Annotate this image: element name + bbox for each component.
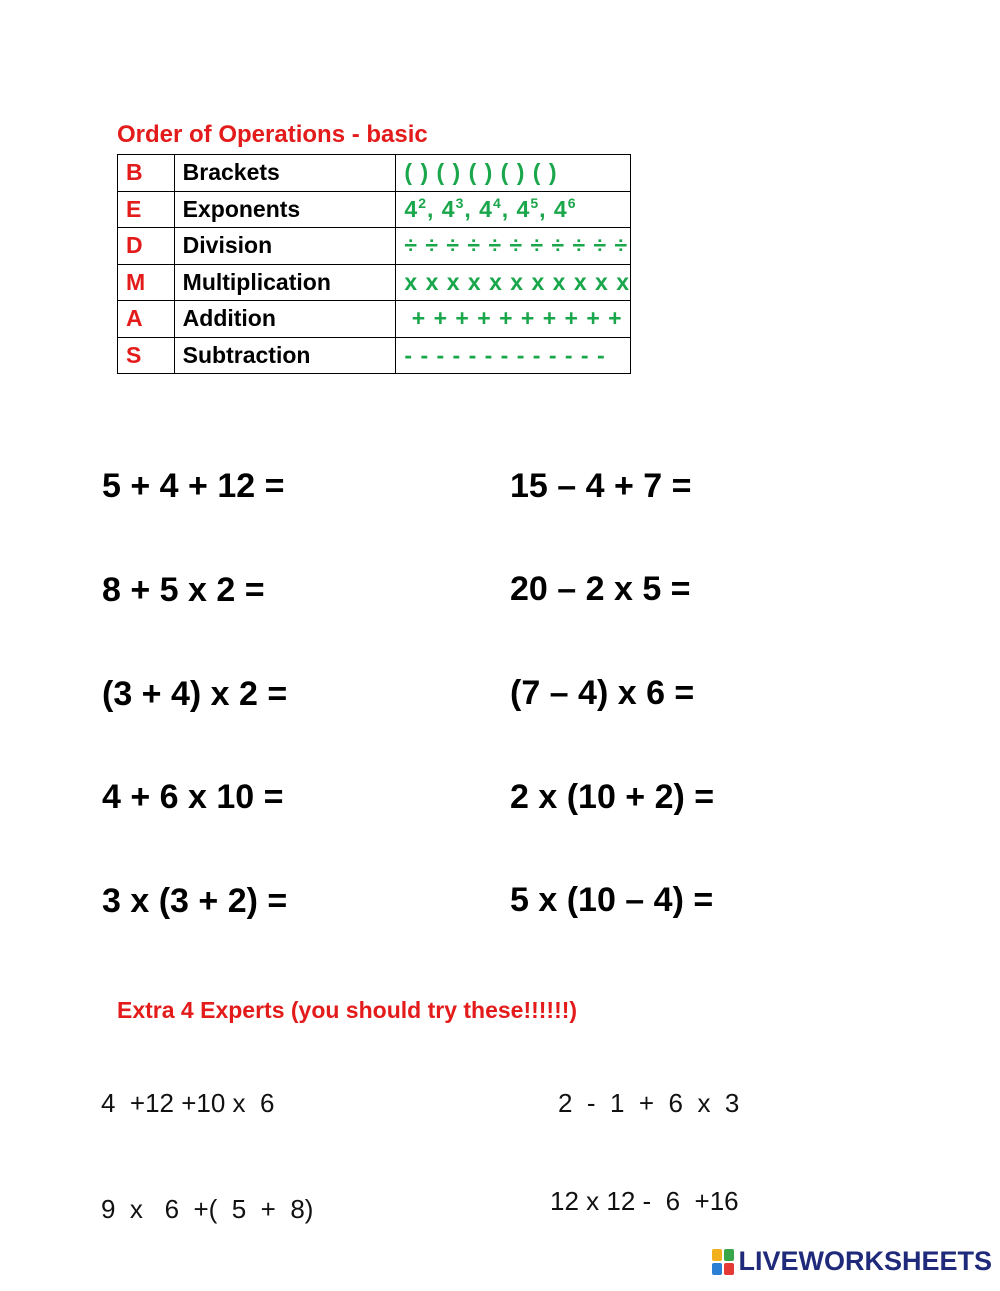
symbols-division: ÷ ÷ ÷ ÷ ÷ ÷ ÷ ÷ ÷ ÷ ÷ [396, 228, 631, 265]
problem-left-4: 4 + 6 x 10 = [102, 778, 284, 816]
table-title: Order of Operations - basic [117, 121, 428, 148]
extra-problem-2: 2 - 1 + 6 x 3 [558, 1088, 740, 1118]
letter-s: S [118, 337, 175, 374]
liveworksheets-logo [712, 1246, 992, 1277]
word-division: Division [174, 228, 396, 265]
problem-right-3: (7 – 4) x 6 = [510, 674, 695, 712]
problem-left-2: 8 + 5 x 2 = [102, 571, 265, 609]
table-row-multiplication [118, 264, 631, 301]
table-row-addition [118, 301, 631, 338]
letter-a: A [118, 301, 175, 338]
problem-right-4: 2 x (10 + 2) = [510, 778, 715, 816]
symbols-exponents: $4^2$, $4^3$, $4^4$, $4^5$, $4^6$ [396, 191, 631, 228]
problem-right-2: 20 – 2 x 5 = [510, 570, 691, 608]
extra-problem-4: 12 x 12 - 6 +16 [550, 1186, 739, 1216]
table-row-division [118, 228, 631, 265]
problem-right-5: 5 x (10 – 4) = [510, 881, 714, 919]
word-addition: Addition [174, 301, 396, 338]
letter-e: E [118, 191, 175, 228]
problem-left-5: 3 x (3 + 2) = [102, 882, 288, 920]
symbols-multiplication: x x x x x x x x x x x [396, 264, 631, 301]
letter-m: M [118, 264, 175, 301]
letter-b: B [118, 155, 175, 192]
symbols-addition: + + + + + + + + + + [396, 301, 631, 338]
table-row-brackets [118, 155, 631, 192]
word-subtraction: Subtraction [174, 337, 396, 374]
problem-left-1: 5 + 4 + 12 = [102, 467, 285, 505]
letter-d: D [118, 228, 175, 265]
extra-problem-3: 9 x 6 +( 5 + 8) [101, 1194, 314, 1224]
extra-problem-1: 4 +12 +10 x 6 [101, 1088, 275, 1118]
logo-text: LIVEWORKSHEETS [738, 1246, 992, 1276]
symbols-brackets: ( ) ( ) ( ) ( ) ( ) [396, 155, 631, 192]
table-row-exponents [118, 191, 631, 228]
order-of-operations-table [117, 154, 631, 374]
symbols-subtraction: - - - - - - - - - - - - - [396, 337, 631, 374]
extra-experts-title: Extra 4 Experts (you should try these!!!!!!) [117, 997, 578, 1023]
problem-right-1: 15 – 4 + 7 = [510, 467, 692, 505]
word-brackets: Brackets [174, 155, 396, 192]
word-exponents: Exponents [174, 191, 396, 228]
problem-left-3: (3 + 4) x 2 = [102, 675, 288, 713]
table-row-subtraction [118, 337, 631, 374]
liveworksheets-icon [712, 1249, 734, 1275]
word-multiplication: Multiplication [174, 264, 396, 301]
